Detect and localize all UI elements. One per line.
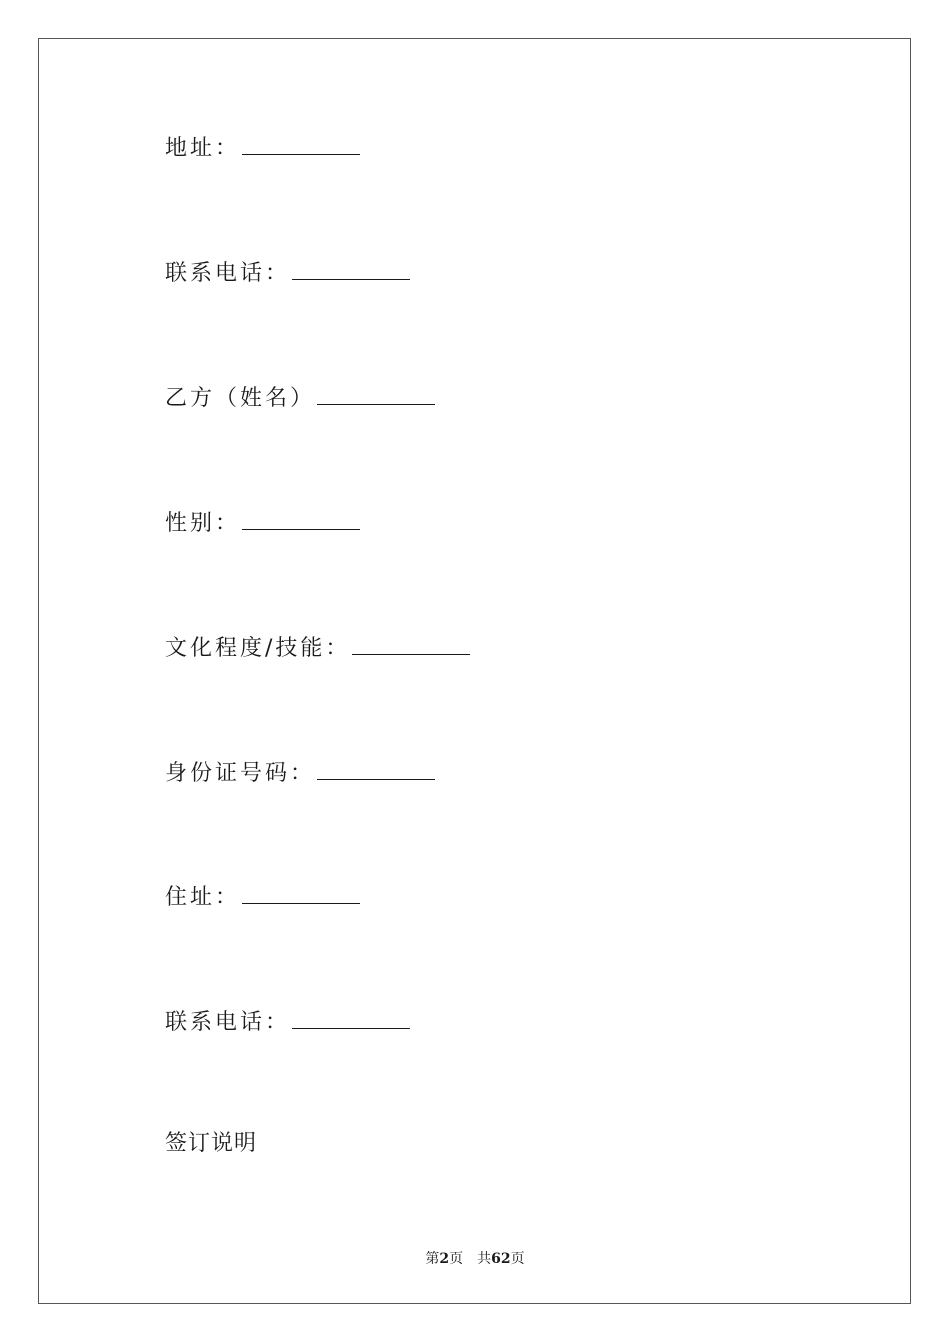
field-label: 联系电话： xyxy=(165,1010,291,1035)
field-label: 身份证号码： xyxy=(165,761,316,786)
blank-line[interactable] xyxy=(242,885,360,904)
page-footer xyxy=(0,1248,950,1268)
blank-line[interactable] xyxy=(242,136,360,155)
field-id-number xyxy=(165,761,435,787)
page-number: 2 xyxy=(439,1251,450,1267)
field-phone-2 xyxy=(165,1010,410,1036)
field-label: 联系电话： xyxy=(165,261,291,286)
section-title: 签订说明 xyxy=(165,1131,258,1156)
total-prefix: 共 xyxy=(477,1251,492,1267)
field-label: 性别： xyxy=(165,511,241,536)
blank-line[interactable] xyxy=(242,511,360,530)
field-gender xyxy=(165,511,360,537)
total-suffix: 页 xyxy=(510,1251,525,1267)
field-address xyxy=(165,136,360,162)
field-phone xyxy=(165,261,410,287)
blank-line[interactable] xyxy=(352,636,470,655)
blank-line[interactable] xyxy=(292,261,410,280)
page-prefix: 第 xyxy=(425,1251,440,1267)
field-party-b-name xyxy=(165,386,435,412)
blank-line[interactable] xyxy=(292,1010,410,1029)
total-pages: 62 xyxy=(491,1251,511,1267)
page-suffix: 页 xyxy=(449,1251,464,1267)
field-label: 住址： xyxy=(165,885,241,910)
field-label: 地址： xyxy=(165,136,241,161)
field-residence xyxy=(165,885,360,911)
page-border xyxy=(38,38,911,1304)
blank-line[interactable] xyxy=(317,386,435,405)
field-label: 乙方（姓名） xyxy=(165,386,316,411)
field-education-skill xyxy=(165,636,470,662)
blank-line[interactable] xyxy=(317,761,435,780)
field-label: 文化程度/技能： xyxy=(165,636,351,661)
